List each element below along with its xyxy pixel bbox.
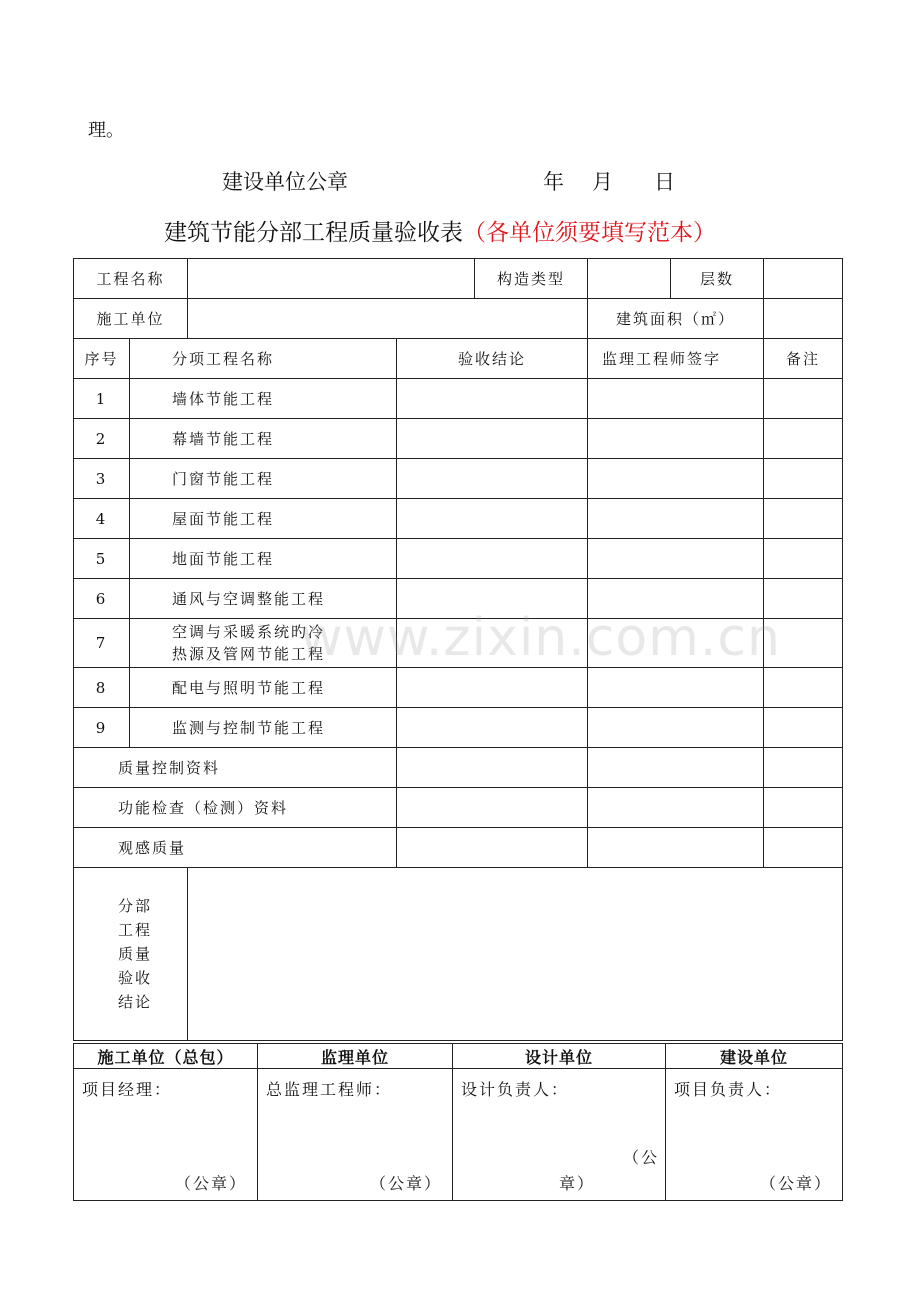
owner-sign-cell[interactable] xyxy=(666,1069,843,1201)
appearance-quality-field[interactable] xyxy=(397,828,588,868)
project-lead-label: 项目负责人： xyxy=(674,1080,783,1099)
row-item-name: 屋面节能工程 xyxy=(130,499,397,539)
table-row xyxy=(74,539,843,579)
table-row xyxy=(74,788,843,828)
row-item-name: 地面节能工程 xyxy=(130,539,397,579)
area-label: 建筑面积（㎡） xyxy=(588,299,764,339)
project-name-label: 工程名称 xyxy=(74,259,188,299)
row-no: 9 xyxy=(74,708,130,748)
row-no: 5 xyxy=(74,539,130,579)
conclusion-label-line: 验收 xyxy=(118,969,153,987)
row-conclusion-field[interactable] xyxy=(397,539,588,579)
conclusion-field[interactable] xyxy=(188,868,843,1041)
table-row xyxy=(74,419,843,459)
row-remarks-field[interactable] xyxy=(764,539,843,579)
function-test-remarks-field[interactable] xyxy=(764,788,843,828)
row-conclusion-field[interactable] xyxy=(397,459,588,499)
title-main: 建筑节能分部工程质量验收表 xyxy=(164,220,463,246)
table-row xyxy=(74,459,843,499)
contractor-header: 施工单位（总包） xyxy=(74,1044,258,1069)
quality-control-data-label: 质量控制资料 xyxy=(74,748,397,788)
design-unit-header: 设计单位 xyxy=(453,1044,666,1069)
owner-seal-label: （公章） xyxy=(759,1174,832,1193)
floors-label: 层数 xyxy=(671,259,764,299)
row-sign-field[interactable] xyxy=(588,668,764,708)
project-name-field[interactable] xyxy=(188,259,475,299)
col-remarks-header: 备注 xyxy=(764,339,843,379)
row-no: 2 xyxy=(74,419,130,459)
design-sign-cell[interactable] xyxy=(453,1069,666,1201)
row-no: 1 xyxy=(74,379,130,419)
quality-control-sign-field[interactable] xyxy=(588,748,764,788)
structure-type-label: 构造类型 xyxy=(475,259,588,299)
project-manager-label: 项目经理： xyxy=(82,1080,173,1099)
row-item-name: 配电与照明节能工程 xyxy=(130,668,397,708)
row-remarks-field[interactable] xyxy=(764,708,843,748)
row-remarks-field[interactable] xyxy=(764,668,843,708)
row-no: 6 xyxy=(74,579,130,619)
col-no-header: 序号 xyxy=(74,339,130,379)
row-item-name-line1: 空调与采暖系统旳冷 xyxy=(172,623,326,641)
table-row xyxy=(74,668,843,708)
owner-unit-header: 建设单位 xyxy=(666,1044,843,1069)
row-no: 3 xyxy=(74,459,130,499)
row-item-name: 幕墙节能工程 xyxy=(130,419,397,459)
contractor-sign-cell[interactable] xyxy=(74,1069,258,1201)
conclusion-label-line: 质量 xyxy=(118,945,153,963)
table-row xyxy=(74,748,843,788)
construction-unit-seal-label: 建设单位公章 xyxy=(222,170,348,194)
row-remarks-field[interactable] xyxy=(764,499,843,539)
contractor-field[interactable] xyxy=(188,299,588,339)
title-note: （各单位须要填写范本） xyxy=(463,220,716,246)
conclusion-label-line: 工程 xyxy=(118,921,153,939)
conclusion-label-line: 结论 xyxy=(118,993,153,1011)
design-seal-label-part1: （公 xyxy=(622,1148,659,1167)
lead-text: 理。 xyxy=(88,120,124,141)
conclusion-label xyxy=(74,868,188,1041)
row-no: 4 xyxy=(74,499,130,539)
chief-supervisor-label: 总监理工程师： xyxy=(266,1080,393,1099)
table-row xyxy=(74,828,843,868)
function-test-data-field[interactable] xyxy=(397,788,588,828)
row-conclusion-field[interactable] xyxy=(397,708,588,748)
function-test-sign-field[interactable] xyxy=(588,788,764,828)
row-item-name: 通风与空调整能工程 xyxy=(130,579,397,619)
area-field[interactable] xyxy=(764,299,843,339)
table-row xyxy=(74,708,843,748)
row-no: 7 xyxy=(74,619,130,668)
quality-control-remarks-field[interactable] xyxy=(764,748,843,788)
contractor-label: 施工单位 xyxy=(74,299,188,339)
row-remarks-field[interactable] xyxy=(764,419,843,459)
row-sign-field[interactable] xyxy=(588,499,764,539)
row-sign-field[interactable] xyxy=(588,708,764,748)
appearance-quality-sign-field[interactable] xyxy=(588,828,764,868)
structure-type-field[interactable] xyxy=(588,259,671,299)
row-item-name: 墙体节能工程 xyxy=(130,379,397,419)
appearance-quality-label: 观感质量 xyxy=(74,828,397,868)
supervision-sign-cell[interactable] xyxy=(258,1069,453,1201)
signature-table xyxy=(73,1043,843,1201)
row-remarks-field[interactable] xyxy=(764,379,843,419)
row-no: 8 xyxy=(74,668,130,708)
function-test-data-label: 功能检查（检测）资料 xyxy=(74,788,397,828)
row-conclusion-field[interactable] xyxy=(397,379,588,419)
quality-control-data-field[interactable] xyxy=(397,748,588,788)
row-remarks-field[interactable] xyxy=(764,459,843,499)
row-sign-field[interactable] xyxy=(588,379,764,419)
table-row xyxy=(74,499,843,539)
col-supervisor-sign-header: 监理工程师签字 xyxy=(588,339,764,379)
row-sign-field[interactable] xyxy=(588,419,764,459)
row-item-name-line2: 热源及管网节能工程 xyxy=(172,645,326,663)
row-item-name: 门窗节能工程 xyxy=(130,459,397,499)
design-lead-label: 设计负责人： xyxy=(461,1080,570,1099)
watermark: www.zixin.com.cn xyxy=(300,608,781,668)
row-sign-field[interactable] xyxy=(588,459,764,499)
col-conclusion-header: 验收结论 xyxy=(397,339,588,379)
date-year-label: 年 xyxy=(543,170,564,194)
design-seal-label-part2: 章） xyxy=(559,1174,596,1193)
supervision-unit-header: 监理单位 xyxy=(258,1044,453,1069)
col-item-name-header: 分项工程名称 xyxy=(130,339,397,379)
row-conclusion-field[interactable] xyxy=(397,419,588,459)
row-sign-field[interactable] xyxy=(588,539,764,579)
row-item-name: 监测与控制节能工程 xyxy=(130,708,397,748)
supervision-seal-label: （公章） xyxy=(369,1174,442,1193)
conclusion-label-line: 分部 xyxy=(118,897,153,915)
contractor-seal-label: （公章） xyxy=(174,1174,247,1193)
page-title xyxy=(164,214,716,247)
date-day-label: 日 xyxy=(654,170,675,194)
floors-field[interactable] xyxy=(764,259,843,299)
date-month-label: 月 xyxy=(592,170,613,194)
table-row xyxy=(74,379,843,419)
row-conclusion-field[interactable] xyxy=(397,499,588,539)
row-conclusion-field[interactable] xyxy=(397,668,588,708)
appearance-quality-remarks-field[interactable] xyxy=(764,828,843,868)
